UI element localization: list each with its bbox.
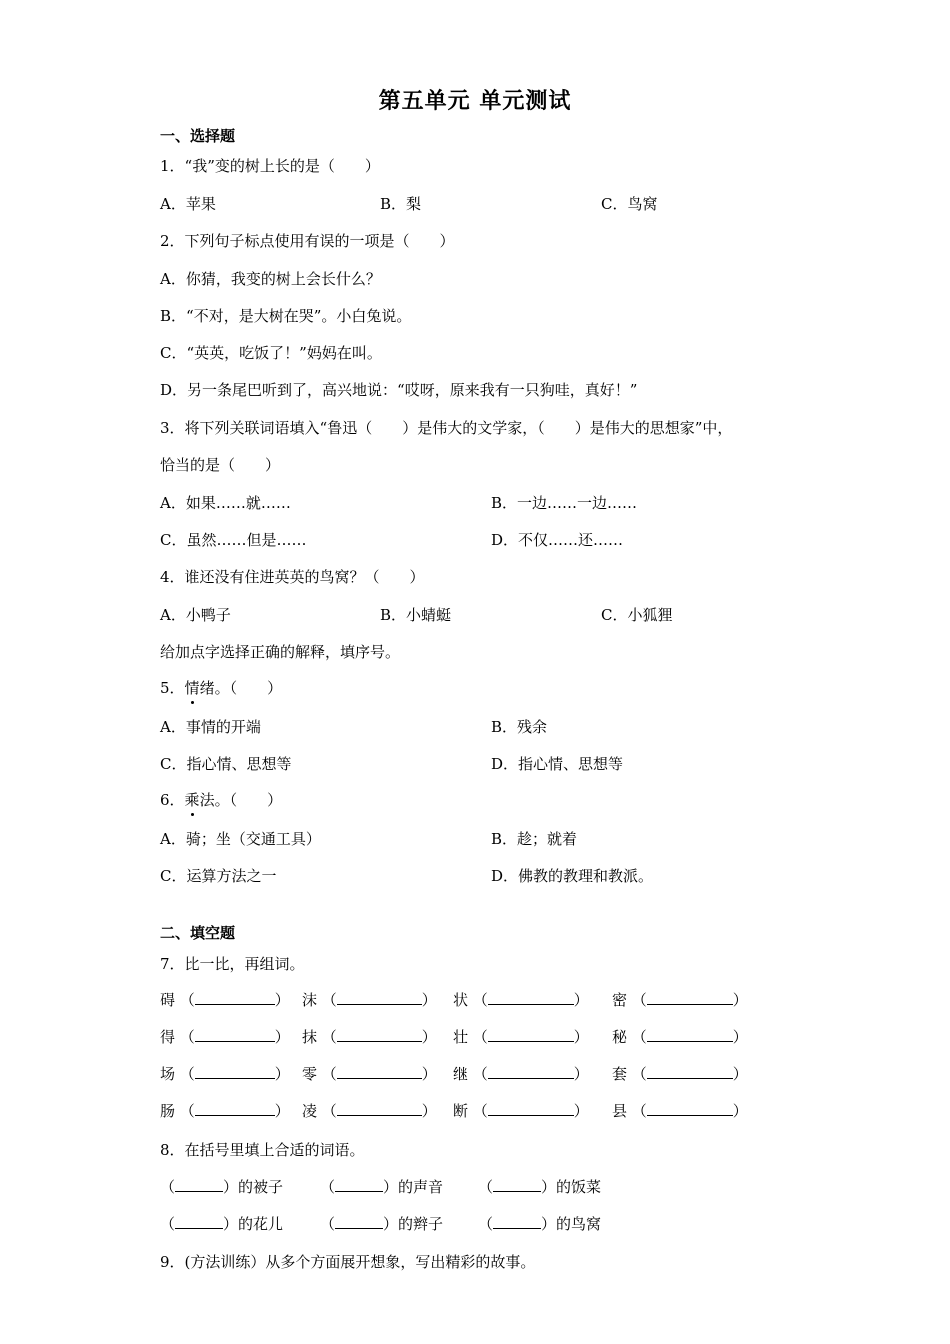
word-cell: 壮 （ ）	[453, 1028, 589, 1046]
q1-option-a: A．苹果	[160, 195, 216, 213]
phrase-text: 的饭菜	[556, 1178, 602, 1196]
question-1-stem: 1．“我”变的树上长的是（ ）	[160, 157, 380, 175]
q2-option-d: D．另一条尾巴听到了，高兴地说：“哎呀，原来我有一只狗哇，真好！”	[160, 381, 638, 399]
q5-option-a: A．事情的开端	[160, 718, 261, 736]
question-4-stem: 4．谁还没有住进英英的鸟窝？（ ）	[160, 568, 425, 586]
page-title: 第五单元 单元测试	[378, 88, 572, 114]
word-cell: 断 （ ）	[453, 1102, 589, 1120]
word-cell: 秘 （ ）	[612, 1028, 748, 1046]
phrase-text: 的被子	[238, 1178, 284, 1196]
q1-option-b: B．梨	[380, 195, 422, 213]
word-cell: 继 （ ）	[453, 1065, 589, 1083]
section-heading-choice: 一、选择题	[160, 127, 236, 145]
question-8-stem: 8．在括号里填上合适的词语。	[160, 1141, 365, 1159]
word-char: 壮	[453, 1028, 469, 1046]
word-cell: 凌 （ ）	[302, 1102, 437, 1120]
answer-blank[interactable]	[493, 1214, 541, 1229]
answer-blank[interactable]	[195, 1027, 275, 1042]
question-3-stem-continued: 恰当的是（ ）	[160, 456, 281, 474]
question-5-stem	[160, 677, 282, 698]
answer-blank[interactable]	[488, 990, 574, 1005]
q5-rest: 绪。（ ）	[199, 679, 283, 697]
q4-option-c: C．小狐狸	[601, 606, 673, 624]
q2-option-a: A．你猜，我变的树上会长什么？	[160, 270, 381, 288]
q3-option-a: A．如果……就……	[160, 494, 291, 512]
phrase-cell: （ ）的饭菜	[478, 1178, 602, 1196]
word-char: 继	[453, 1065, 469, 1083]
answer-blank[interactable]	[337, 1027, 422, 1042]
question-3-stem: 3．将下列关联词语填入“鲁迅（ ）是伟大的文学家，（ ）是伟大的思想家”中，	[160, 419, 733, 437]
answer-blank[interactable]	[195, 1064, 275, 1079]
word-cell: 场 （ ）	[160, 1065, 290, 1083]
q5-option-c: C．指心情、思想等	[160, 755, 292, 773]
answer-blank[interactable]	[337, 1064, 422, 1079]
word-char: 沫	[302, 991, 318, 1009]
answer-blank[interactable]	[175, 1214, 223, 1229]
question-2-stem: 2．下列句子标点使用有误的一项是（ ）	[160, 232, 455, 250]
q6-option-d: D．佛教的教理和教派。	[491, 867, 654, 885]
phrase-cell: （ ）的声音	[320, 1178, 444, 1196]
word-char: 秘	[612, 1028, 628, 1046]
q6-dotted-char: 乘	[184, 791, 200, 809]
word-char: 县	[612, 1102, 628, 1120]
answer-blank[interactable]	[488, 1064, 574, 1079]
answer-blank[interactable]	[647, 1101, 733, 1116]
q2-option-b: B．“不对，是大树在哭”。小白兔说。	[160, 307, 412, 325]
phrase-cell: （ ）的辫子	[320, 1215, 444, 1233]
phrase-cell: （ ）的鸟窝	[478, 1215, 602, 1233]
q5-dotted-char: 情	[184, 679, 200, 697]
word-cell: 密 （ ）	[612, 991, 748, 1009]
question-6-stem	[160, 789, 282, 810]
answer-blank[interactable]	[488, 1101, 574, 1116]
q3-option-b: B．一边……一边……	[491, 494, 638, 512]
word-char: 断	[453, 1102, 469, 1120]
answer-blank[interactable]	[175, 1177, 223, 1192]
word-char: 碍	[160, 991, 176, 1009]
answer-blank[interactable]	[195, 990, 275, 1005]
q5-number: 5．	[160, 679, 185, 697]
q6-option-c: C．运算方法之一	[160, 867, 277, 885]
word-char: 密	[612, 991, 628, 1009]
instruction-text: 给加点字选择正确的解释，填序号。	[160, 643, 401, 661]
q2-option-c: C．“英英，吃饭了！”妈妈在叫。	[160, 344, 382, 362]
word-char: 场	[160, 1065, 176, 1083]
phrase-cell: （ ）的被子	[160, 1178, 284, 1196]
word-char: 凌	[302, 1102, 318, 1120]
answer-blank[interactable]	[647, 1027, 733, 1042]
q6-option-a: A．骑；坐（交通工具）	[160, 830, 321, 848]
answer-blank[interactable]	[337, 1101, 422, 1116]
q6-number: 6．	[160, 791, 185, 809]
word-cell: 县 （ ）	[612, 1102, 748, 1120]
q4-option-a: A．小鸭子	[160, 606, 231, 624]
q6-option-b: B．趁；就着	[491, 830, 578, 848]
answer-blank[interactable]	[647, 1064, 733, 1079]
section-heading-fill: 二、填空题	[160, 924, 236, 942]
answer-blank[interactable]	[337, 990, 422, 1005]
phrase-cell: （ ）的花儿	[160, 1215, 284, 1233]
word-cell: 肠 （ ）	[160, 1102, 290, 1120]
q6-rest: 法。（ ）	[199, 791, 283, 809]
answer-blank[interactable]	[493, 1177, 541, 1192]
question-7-stem: 7．比一比，再组词。	[160, 955, 305, 973]
question-9-stem: 9．(方法训练）从多个方面展开想象，写出精彩的故事。	[160, 1253, 536, 1271]
answer-blank[interactable]	[647, 990, 733, 1005]
word-char: 得	[160, 1028, 176, 1046]
word-char: 抹	[302, 1028, 318, 1046]
word-char: 肠	[160, 1102, 176, 1120]
phrase-text: 的鸟窝	[556, 1215, 602, 1233]
word-cell: 套 （ ）	[612, 1065, 748, 1083]
phrase-text: 的声音	[398, 1178, 444, 1196]
phrase-text: 的辫子	[398, 1215, 444, 1233]
word-char: 状	[453, 991, 469, 1009]
word-cell: 碍 （ ）	[160, 991, 290, 1009]
word-cell: 状 （ ）	[453, 991, 589, 1009]
word-cell: 抹 （ ）	[302, 1028, 437, 1046]
word-cell: 沫 （ ）	[302, 991, 437, 1009]
q5-option-d: D．指心情、思想等	[491, 755, 624, 773]
answer-blank[interactable]	[335, 1214, 383, 1229]
q1-option-c: C．鸟窝	[601, 195, 658, 213]
q5-option-b: B．残余	[491, 718, 548, 736]
phrase-text: 的花儿	[238, 1215, 284, 1233]
answer-blank[interactable]	[488, 1027, 574, 1042]
answer-blank[interactable]	[335, 1177, 383, 1192]
word-char: 套	[612, 1065, 628, 1083]
q3-option-c: C．虽然……但是……	[160, 531, 307, 549]
word-cell: 得 （ ）	[160, 1028, 290, 1046]
word-cell: 零 （ ）	[302, 1065, 437, 1083]
answer-blank[interactable]	[195, 1101, 275, 1116]
q4-option-b: B．小蜻蜓	[380, 606, 452, 624]
q3-option-d: D．不仅……还……	[491, 531, 624, 549]
word-char: 零	[302, 1065, 318, 1083]
